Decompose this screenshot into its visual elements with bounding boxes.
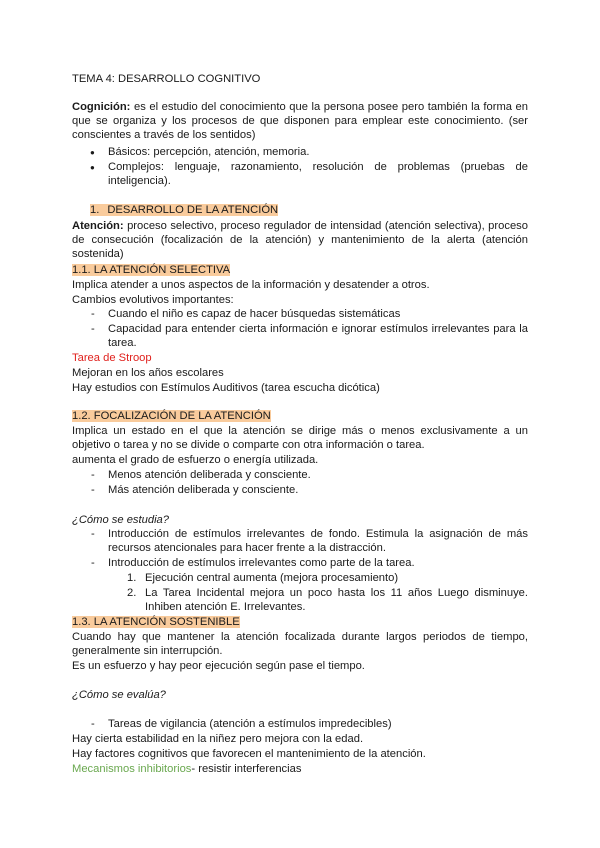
paragraph: Cuando hay que mantener la atención focalizada durante largos periodos de tiempo, generalmente sin interrupción. xyxy=(72,631,528,657)
paragraph: Hay factores cognitivos que favorecen el mantenimiento de la atención. xyxy=(72,748,426,760)
cognicion-definition: es el estudio del conocimiento que la persona posee pero también la forma en que se organiza y los procesos de que disponen para emplear este conocimiento. (ser conscientes a través de los sentidos) xyxy=(72,101,528,141)
bullet-icon: ● xyxy=(90,163,95,172)
paragraph: Mejoran en los años escolares xyxy=(72,367,224,379)
section-1-3-heading xyxy=(72,615,528,629)
list-item: Introducción de estímulos irrelevantes como parte de la tarea. xyxy=(108,557,415,569)
cognicion-paragraph xyxy=(72,100,528,142)
atencion-paragraph xyxy=(72,219,528,261)
paragraph: Es un esfuerzo y hay peor ejecución según pase el tiempo. xyxy=(72,660,365,672)
paragraph: Implica un estado en el que la atención se dirige más o menos exclusivamente a un objetivo o tarea y no se divide o comparte con otra información o tarea. xyxy=(72,425,528,451)
paragraph: Hay cierta estabilidad en la niñez pero mejora con la edad. xyxy=(72,733,364,745)
bullet-icon: ● xyxy=(90,148,95,157)
dash-icon: - xyxy=(91,323,95,335)
paragraph: Implica atender a unos aspectos de la información y desatender a otros. xyxy=(72,279,430,291)
paragraph: aumenta el grado de esfuerzo o energía utilizada. xyxy=(72,454,319,466)
page-title: TEMA 4: DESARROLLO COGNITIVO xyxy=(72,73,261,85)
list-item: Capacidad para entender cierta información e ignorar estímulos irrelevantes para la tarea. xyxy=(108,323,528,349)
section-1-1-title: 1.1. LA ATENCIÓN SELECTIVA xyxy=(72,264,231,276)
dash-icon: - xyxy=(91,557,95,569)
list-item: Cuando el niño es capaz de hacer búsquedas sistemáticas xyxy=(108,308,401,320)
list-number: 2. xyxy=(127,587,137,599)
list-number: 1. xyxy=(127,572,137,584)
sub-list-item: La Tarea Incidental mejora un poco hasta los 11 años Luego disminuye. Inhiben atención E. Irrelevantes. xyxy=(145,587,528,613)
list-item: Complejos: lenguaje, razonamiento, resolución de problemas (pruebas de inteligencia). xyxy=(108,161,528,187)
list-item: Tareas de vigilancia (atención a estímulos impredecibles) xyxy=(108,718,392,730)
paragraph: Hay estudios con Estímulos Auditivos (tarea escucha dicótica) xyxy=(72,382,380,394)
list-item: Básicos: percepción, atención, memoria. xyxy=(108,146,310,158)
dash-icon: - xyxy=(91,308,95,320)
section-1-heading xyxy=(90,203,278,217)
list-item: Introducción de estímulos irrelevantes de fondo. Estimula la asignación de más recursos atencionales para hacer frente a la distracción. xyxy=(108,528,528,554)
dash-icon: - xyxy=(91,718,95,730)
list-item: Más atención deliberada y consciente. xyxy=(108,484,299,496)
section-1-1-heading xyxy=(72,263,528,277)
section-1-2-heading xyxy=(72,409,528,423)
section-1-title: DESARROLLO DE LA ATENCIÓN xyxy=(99,204,278,216)
mecanismos-link: Mecanismos inhibitorios xyxy=(72,763,192,775)
como-se-evalua: ¿Cómo se evalúa? xyxy=(72,689,166,701)
dash-icon: - xyxy=(91,528,95,540)
dash-icon: - xyxy=(91,469,95,481)
atencion-definition: proceso selectivo, proceso regulador de intensidad (atención selectiva), proceso de consecución (focalización de la atención) y mantenimiento de la alerta (atención sostenida) xyxy=(72,220,528,260)
sub-list-item: Ejecución central aumenta (mejora procesamiento) xyxy=(145,572,399,584)
atencion-term: Atención: xyxy=(72,220,124,232)
section-1-3-title: 1.3. LA ATENCIÓN SOSTENIBLE xyxy=(72,616,240,628)
mecanismos-rest: - resistir interferencias xyxy=(191,763,302,775)
cognicion-term: Cognición: xyxy=(72,101,131,113)
dash-icon: - xyxy=(91,484,95,496)
list-item: Menos atención deliberada y consciente. xyxy=(108,469,311,481)
mecanismos-line xyxy=(72,762,528,776)
como-se-estudia: ¿Cómo se estudia? xyxy=(72,514,170,526)
paragraph: Cambios evolutivos importantes: xyxy=(72,294,234,306)
section-1-number: 1. xyxy=(90,204,100,216)
stroop-label: Tarea de Stroop xyxy=(72,352,152,364)
section-1-2-title: 1.2. FOCALIZACIÓN DE LA ATENCIÓN xyxy=(72,410,271,422)
